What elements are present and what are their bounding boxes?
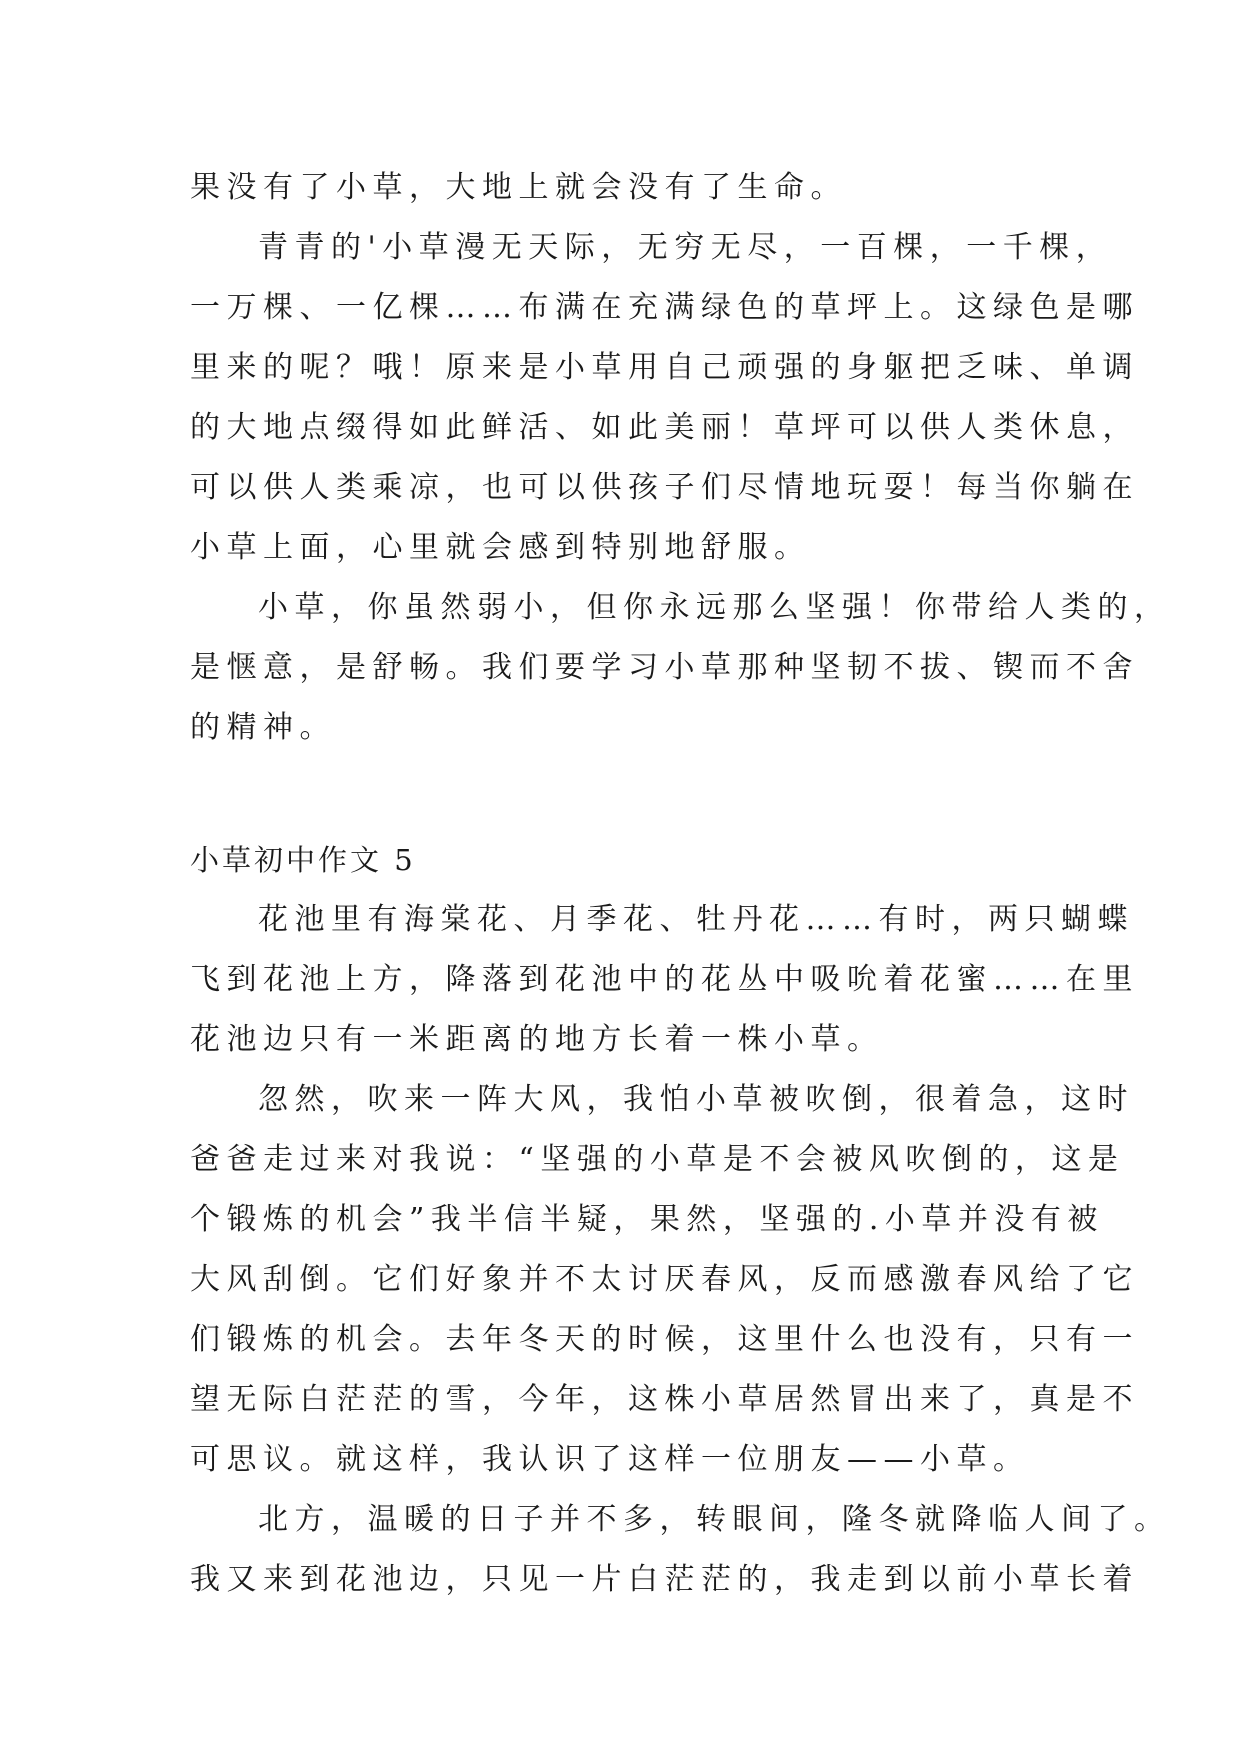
paragraph-line: 可以供人类乘凉，也可以供孩子们尽情地玩耍！每当你躺在 — [190, 470, 1139, 505]
essay-continuation — [190, 158, 1171, 758]
paragraph-line: 我又来到花池边，只见一片白茫茫的，我走到以前小草长着 — [190, 1562, 1139, 1597]
paragraph-line: 大风刮倒。它们好象并不太讨厌春风，反而感激春风给了它 — [190, 1262, 1139, 1297]
paragraph-line: 忽然，吹来一阵大风，我怕小草被吹倒，很着急，这时 — [258, 1082, 1134, 1117]
paragraph-line: 花池边只有一米距离的地方长着一株小草。 — [190, 1022, 884, 1057]
document-page — [190, 158, 1171, 1610]
paragraph-line: 北方，温暖的日子并不多，转眼间，隆冬就降临人间了。 — [258, 1502, 1171, 1537]
section-spacer — [190, 758, 1050, 830]
paragraph-line: 个锻炼的机会”我半信半疑，果然，坚强的.小草并没有被 — [190, 1202, 1104, 1237]
paragraph-line: 爸爸走过来对我说：“坚强的小草是不会被风吹倒的，这是 — [190, 1142, 1125, 1177]
paragraph-line: 飞到花池上方，降落到花池中的花丛中吸吮着花蜜……在里 — [190, 962, 1139, 997]
paragraph-line: 花池里有海棠花、月季花、牡丹花……有时，两只蝴蝶 — [258, 902, 1134, 937]
paragraph-line: 一万棵、一亿棵……布满在充满绿色的草坪上。这绿色是哪 — [190, 290, 1139, 325]
paragraph-line: 们锻炼的机会。去年冬天的时候，这里什么也没有，只有一 — [190, 1322, 1139, 1357]
essay-section — [190, 830, 1171, 1610]
paragraph-line: 小草上面，心里就会感到特别地舒服。 — [190, 530, 811, 565]
paragraph-line: 的精神。 — [190, 710, 336, 745]
paragraph-line: 里来的呢？哦！原来是小草用自己顽强的身躯把乏味、单调 — [190, 350, 1139, 385]
paragraph-line: 的大地点缀得如此鲜活、如此美丽！草坪可以供人类休息， — [190, 410, 1139, 445]
section-heading: 小草初中作文 5 — [190, 843, 416, 877]
paragraph-line: 果没有了小草，大地上就会没有了生命。 — [190, 170, 847, 205]
paragraph-line: 可思议。就这样，我认识了这样一位朋友——小草。 — [190, 1442, 1030, 1477]
paragraph-line: 青青的'小草漫无天际，无穷无尽，一百棵，一千棵， — [258, 230, 1113, 265]
paragraph-line: 是惬意，是舒畅。我们要学习小草那种坚韧不拔、锲而不舍 — [190, 650, 1139, 685]
paragraph-line: 望无际白茫茫的雪，今年，这株小草居然冒出来了，真是不 — [190, 1382, 1139, 1417]
paragraph-line: 小草，你虽然弱小，但你永远那么坚强！你带给人类的， — [258, 590, 1171, 625]
